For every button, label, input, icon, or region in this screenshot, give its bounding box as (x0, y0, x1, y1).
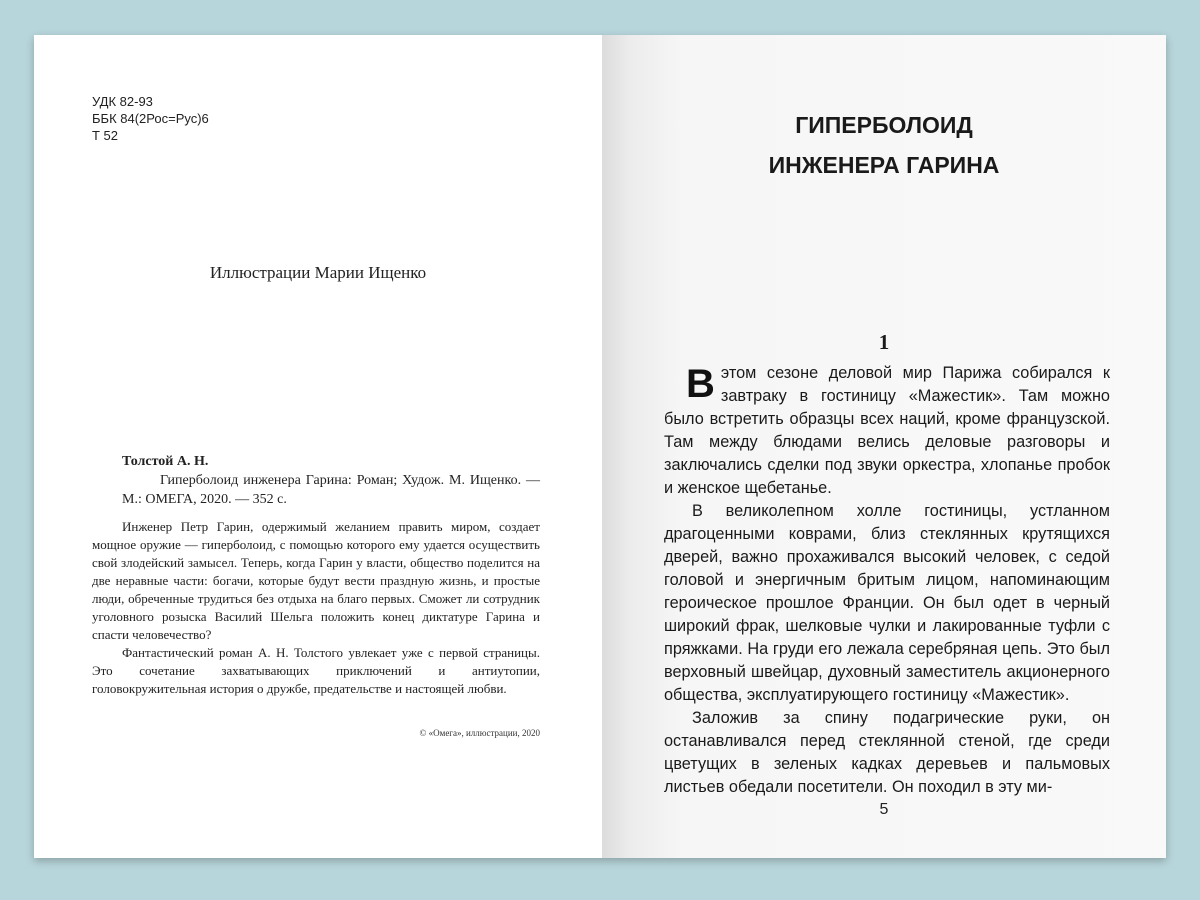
bibliographic-description: Гиперболоид инженера Гарина: Роман; Худож. М. Ищенко. — М.: ОМЕГА, 2020. — 352 с. (122, 473, 540, 507)
book-spread (34, 35, 1166, 858)
bibliographic-author: Толстой А. Н. (122, 454, 209, 469)
body-paragraph: В великолепном холле гостиницы, устланном драгоценными коврами, близ стеклянных крутящихся дверей, важно прохаживался высокий человек, с седой головой и энергичным бритым лицом, напоминающим героическое прошлое Франции. Он был одет в черный широкий фрак, шелковые чулки и лакированные туфли с пряжками. На груди его лежала серебряная цепь. Это был верховный швейцар, духовный заместитель акционерного общества, эксплуатирующего гостиницу «Мажестик». (664, 502, 1110, 704)
right-page (602, 35, 1166, 858)
drop-cap: В (686, 362, 715, 406)
annotation-paragraph: Инженер Петр Гарин, одержимый желанием править миром, создает мощное оружие — гиперболоид, с помощью которого ему удается осуществить свой злодейский замысел. Теперь, когда Гарин у власти, общество поделится на две неравные части: богачи, которые будут вести праздную жизнь, и простые люди, обреченные трудиться без отдыха на благо первых. Сможет ли сотрудник уголовного розыска Василий Шельга положить конец диктатуре Гарина и спасти человечество? (92, 519, 540, 642)
bibliographic-record (122, 452, 540, 509)
classification-codes (92, 93, 209, 144)
page-number: 5 (879, 801, 889, 818)
chapter-number: 1 (878, 330, 890, 354)
bbk-code: ББК 84(2Рос=Рус)6 (92, 111, 209, 126)
body-paragraph (664, 362, 1110, 500)
body-paragraph: Заложив за спину подагрические руки, он останавливался перед стеклянной стеной, где среди цветущих в зеленых кадках деревьев и пальмовых листьев обедали посетители. Он походил в эту ми- (664, 709, 1110, 796)
book-title (602, 105, 1166, 185)
copyright-notice: © «Омега», иллюстрации, 2020 (419, 728, 540, 738)
annotation-paragraph: Фантастический роман А. Н. Толстого увлекает уже с первой страницы. Это сочетание захватывающих приключений и антиутопии, головокружительная история о дружбе, предательстве и настоящей любви. (92, 645, 540, 696)
author-mark: Т 52 (92, 128, 119, 143)
annotation (92, 518, 540, 698)
paragraph-1-text: этом сезоне деловой мир Парижа собирался к завтраку в гостиницу «Мажестик». Там можно было встретить образцы всех наций, кроме французской. Там между блюдами велись деловые разговоры и заключались сделки под звуки оркестра, хлопанье пробок и женское щебетанье. (664, 364, 1110, 497)
chapter-text (664, 362, 1110, 799)
title-line-1: ГИПЕРБОЛОИД (795, 112, 973, 138)
illustrations-credit: Иллюстрации Марии Ищенко (209, 263, 427, 282)
left-page (34, 35, 602, 858)
title-line-2: ИНЖЕНЕРА ГАРИНА (768, 152, 1000, 178)
udk-code: УДК 82-93 (92, 94, 153, 109)
